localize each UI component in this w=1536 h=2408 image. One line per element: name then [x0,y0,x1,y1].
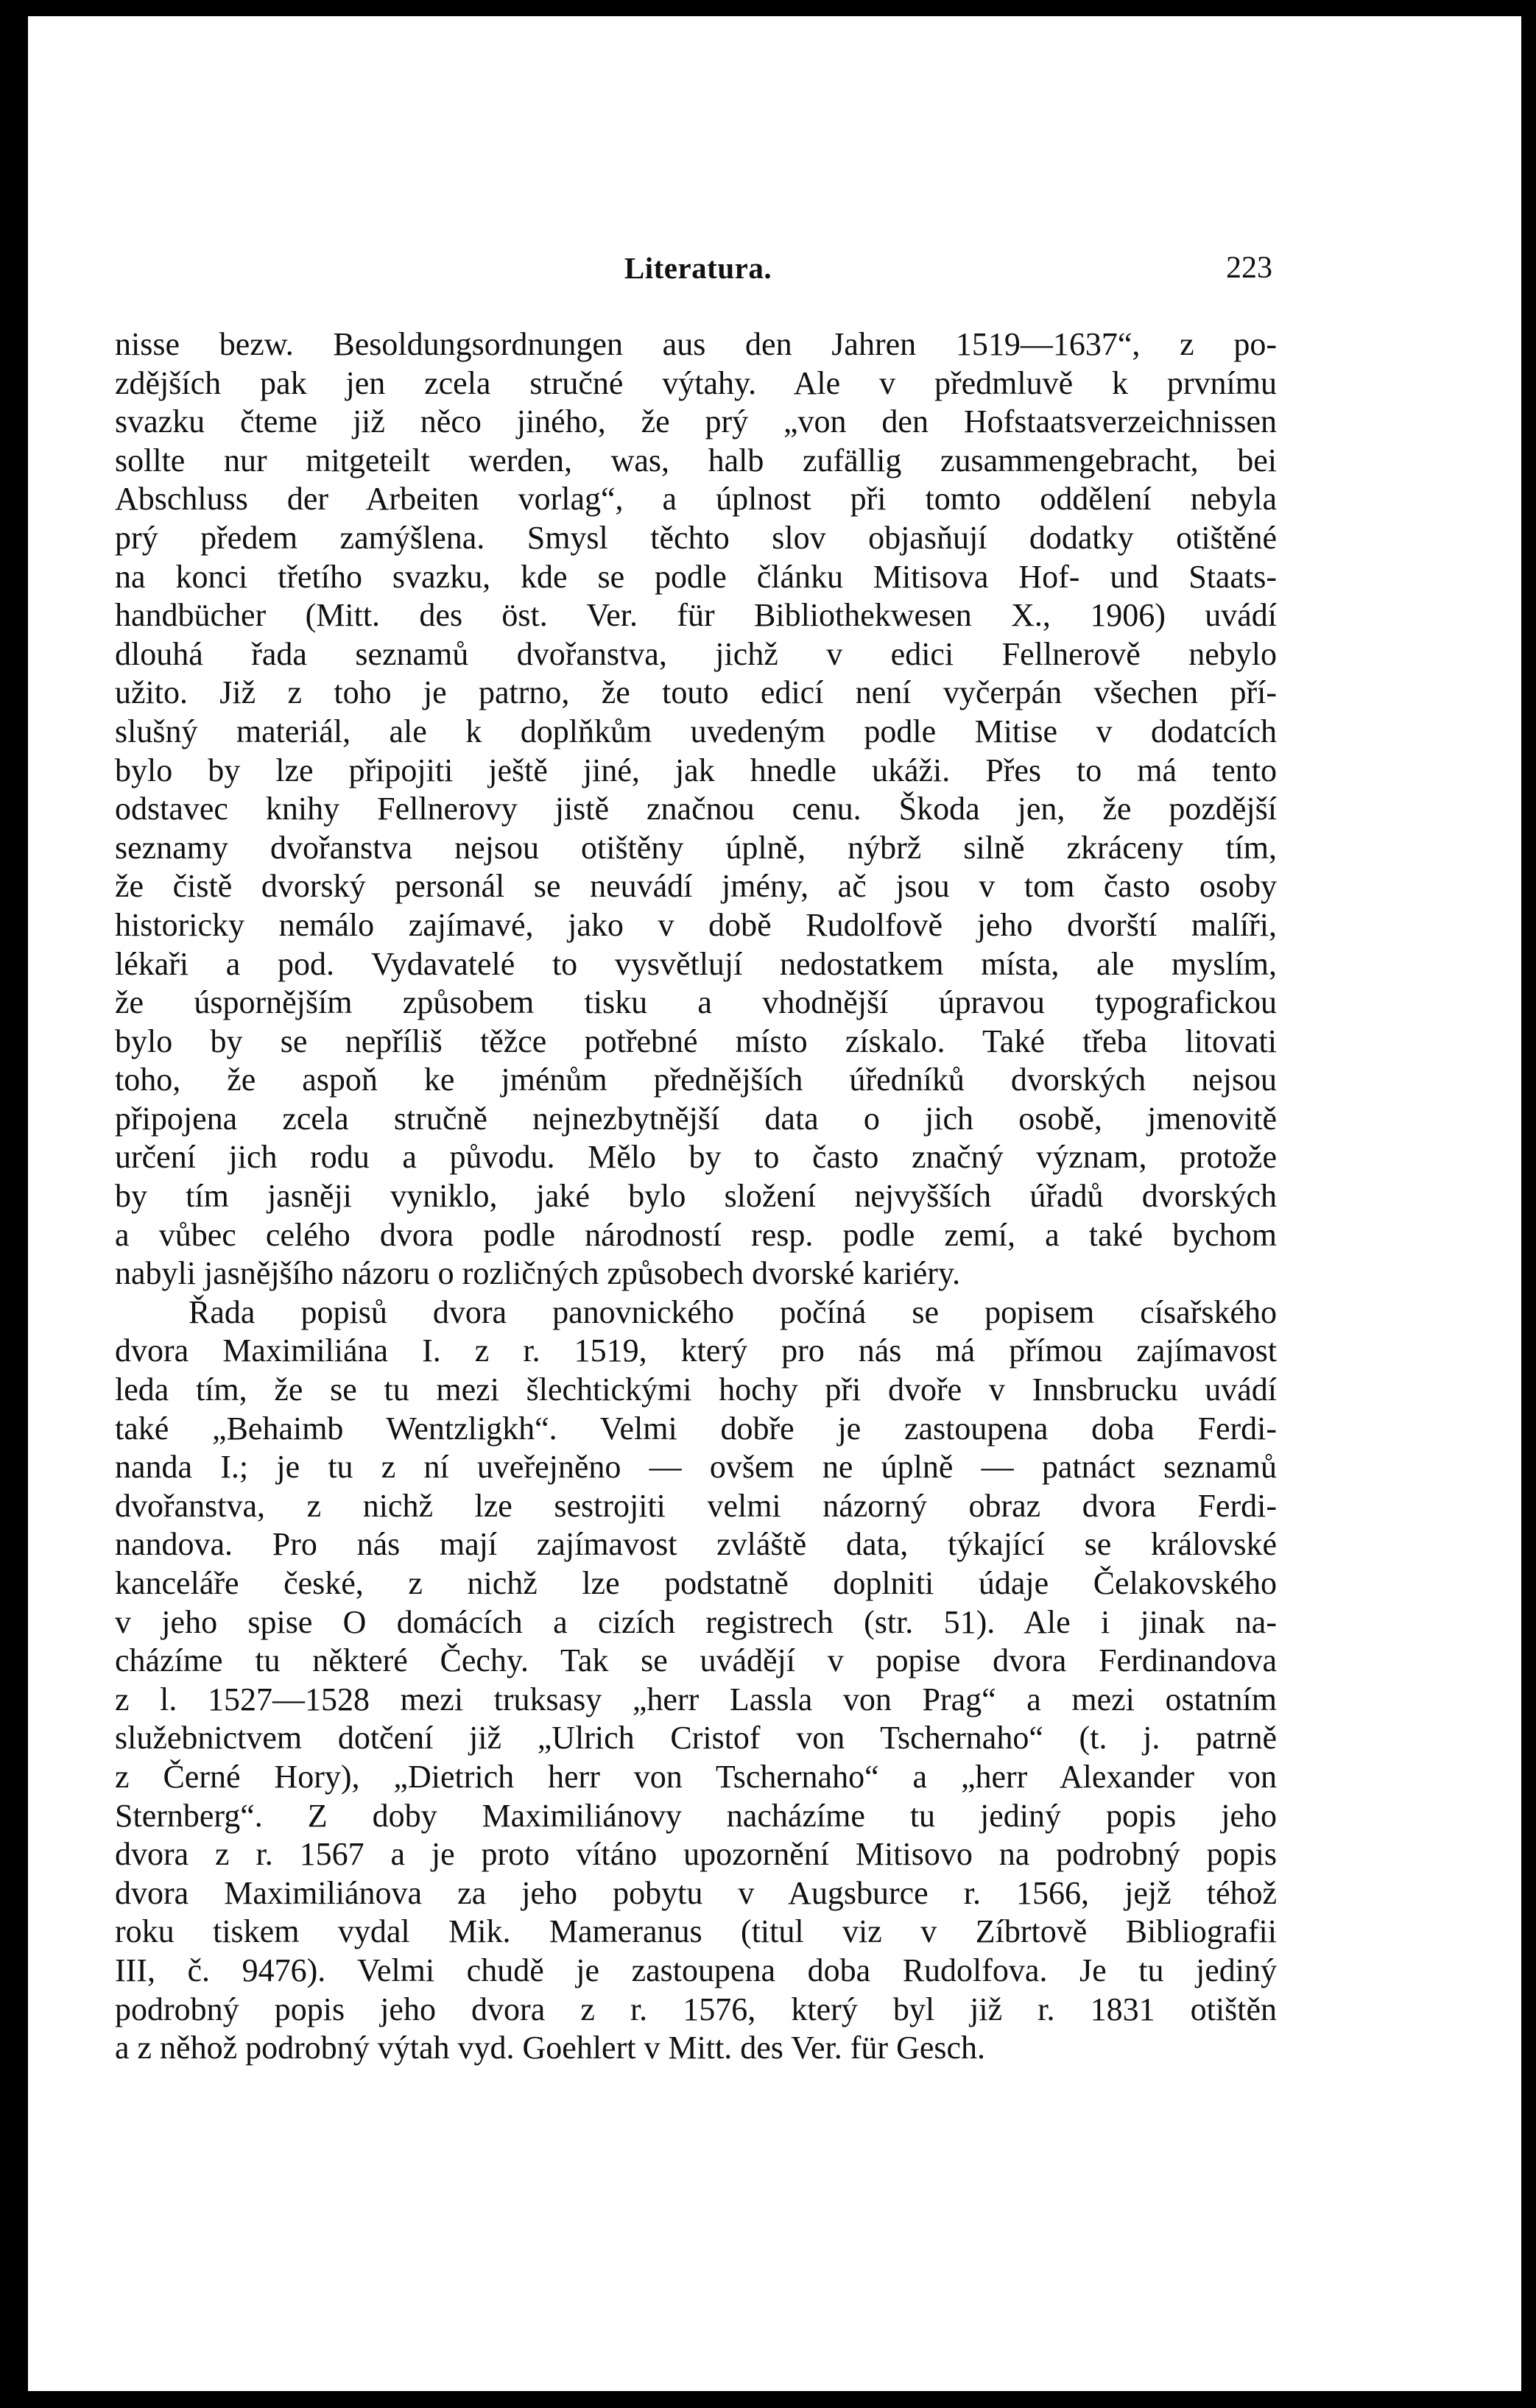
text-line: z Černé Hory), „Dietrich herr von Tschernaho“ a „herr Alexander von [115,1758,1277,1795]
text-line: roku tiskem vydal Mik. Mameranus (titul viz v Zíbrtově Bibliografii [115,1913,1277,1950]
page-title: Literatura. [624,251,772,285]
text-line: kanceláře české, z nichž lze podstatně doplniti údaje Čelakovského [115,1565,1277,1601]
text-line: připojena zcela stručně nejnezbytnější data o jich osobě, jmenovitě [115,1100,1277,1137]
text-line: handbücher (Mitt. des öst. Ver. für Bibliothekwesen X., 1906) uvádí [115,597,1277,634]
text-line: v jeho spise O domácích a cizích registrech (str. 51). Ale i jinak na- [115,1603,1277,1640]
text-line: na konci třetího svazku, kde se podle článku Mitisova Hof- und Staats- [115,558,1277,595]
text-line: prý předem zamýšlena. Smysl těchto slov objasňují dodatky otištěné [115,519,1277,556]
body-text [115,325,1277,2068]
text-line: dvora Maximiliána I. z r. 1519, který pro nás má přímou zajímavost [115,1332,1277,1369]
text-line: dvora Maximiliánova za jeho pobytu v Augsburce r. 1566, jejž téhož [115,1874,1277,1911]
text-line: nandova. Pro nás mají zajímavost zvláště data, týkající se královské [115,1526,1277,1563]
text-line: zdějších pak jen zcela stručné výtahy. Ale v předmluvě k prvnímu [115,364,1277,401]
text-line: III, č. 9476). Velmi chudě je zastoupena doba Rudolfova. Je tu jediný [115,1952,1277,1988]
text-line: Abschluss der Arbeiten vorlag“, a úplnost při tomto oddělení nebyla [115,481,1277,518]
text-line: svazku čteme již něco jiného, že prý „von den Hofstaatsverzeichnissen [115,403,1277,440]
text-line: leda tím, že se tu mezi šlechtickými hochy při dvoře v Innsbrucku uvádí [115,1371,1277,1408]
text-line: historicky nemálo zajímavé, jako v době Rudolfově jeho dvorští malíři, [115,906,1277,943]
text-line: a z něhož podrobný výtah vyd. Goehlert v Mitt. des Ver. für Gesch. [115,2030,986,2066]
text-line: nanda I.; je tu z ní uveřejněno — ovšem ne úplně — patnáct seznamů [115,1449,1277,1486]
text-line: dlouhá řada seznamů dvořanstva, jichž v edici Fellnerově nebylo [115,635,1277,672]
text-line: toho, že aspoň ke jménům přednějších úředníků dvorských nejsou [115,1062,1277,1098]
book-page [28,16,1521,2391]
text-line: Sternberg“. Z doby Maximiliánovy nacházíme tu jediný popis jeho [115,1797,1277,1834]
text-line: dvořanstva, z nichž lze sestrojiti velmi názorný obraz dvora Ferdi- [115,1487,1277,1524]
text-line: slušný materiál, ale k doplňkům uvedeným podle Mitise v dodatcích [115,713,1277,749]
text-line: že úspornějším způsobem tisku a vhodnější úpravou typografickou [115,984,1277,1021]
text-line: by tím jasněji vyniklo, jaké bylo složení nejvyšších úřadů dvorských [115,1178,1277,1215]
text-line: z l. 1527—1528 mezi truksasy „herr Lassla von Prag“ a mezi ostatním [115,1681,1277,1717]
text-line: lékaři a pod. Vydavatelé to vysvětlují nedostatkem místa, ale myslím, [115,945,1277,982]
text-line: užito. Již z toho je patrno, že touto edicí není vyčerpán všechen pří- [115,674,1277,711]
text-line: určení jich rodu a původu. Mělo by to často značný význam, protože [115,1139,1277,1176]
text-line: seznamy dvořanstva nejsou otištěny úplně, nýbrž silně zkráceny tím, [115,829,1277,866]
text-line: že čistě dvorský personál se neuvádí jmény, ač jsou v tom často osoby [115,868,1277,905]
text-line: nisse bezw. Besoldungsordnungen aus den Jahren 1519—1637“, z po- [115,326,1277,362]
paragraph-start-line: Řada popisů dvora panovnického počíná se popisem císařského [189,1293,1277,1330]
text-line: také „Behaimb Wentzligkh“. Velmi dobře je zastoupena doba Ferdi- [115,1410,1277,1447]
text-line: dvora z r. 1567 a je proto vítáno upozornění Mitisovo na podrobný popis [115,1836,1277,1873]
text-line: sollte nur mitgeteilt werden, was, halb zufällig zusammengebracht, bei [115,442,1277,479]
running-head [124,250,1272,294]
text-line: cházíme tu některé Čechy. Tak se uvádějí v popise dvora Ferdinandova [115,1642,1277,1679]
text-line: bylo by lze připojiti ještě jiné, jak hnedle ukáži. Přes to má tento [115,752,1277,788]
text-line: bylo by se nepříliš těžce potřebné místo získalo. Také třeba litovati [115,1023,1277,1059]
page-number: 223 [1226,251,1272,285]
text-line: podrobný popis jeho dvora z r. 1576, který byl již r. 1831 otištěn [115,1991,1277,2027]
text-line: odstavec knihy Fellnerovy jistě značnou cenu. Škoda jen, že pozdější [115,791,1277,827]
text-line: služebnictvem dotčení již „Ulrich Cristof von Tschernaho“ (t. j. patrně [115,1720,1277,1756]
text-line: a vůbec celého dvora podle národností resp. podle zemí, a také bychom [115,1216,1277,1253]
paragraph-end-line: nabyli jasnějšího názoru o rozličných způsobech dvorské kariéry. [115,1255,961,1292]
